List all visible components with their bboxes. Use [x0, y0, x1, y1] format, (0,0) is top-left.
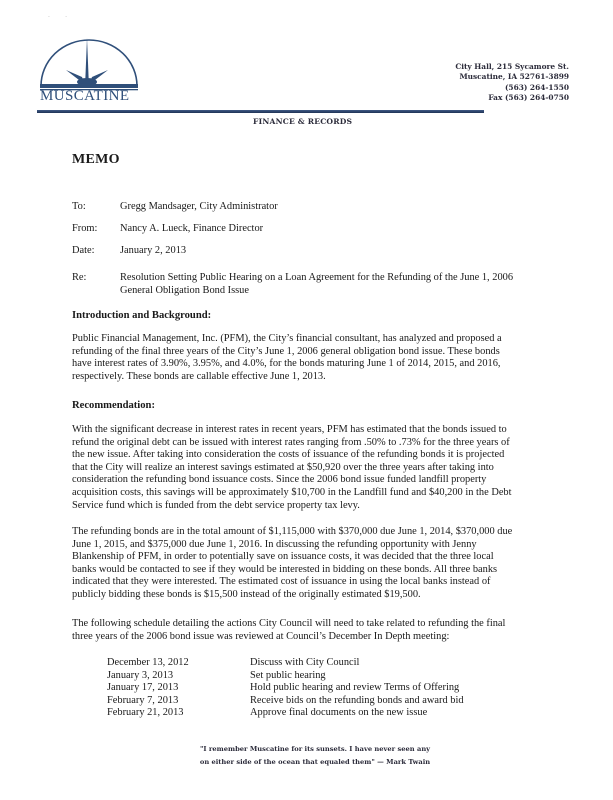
to-label: To:	[72, 201, 86, 212]
contact-block	[455, 62, 569, 103]
scan-artifact: · ·	[48, 14, 68, 21]
schedule-date: February 7, 2013	[107, 694, 179, 706]
schedule-date: January 3, 2013	[107, 669, 174, 681]
contact-phone: (563) 264-1550	[504, 82, 569, 92]
schedule-intro-paragraph: The following schedule detailing the actions City Council will need to take related to refunding the final three years of the 2006 bond issue was reviewed at Council’s December In Depth meeting:	[72, 618, 506, 642]
schedule-row	[107, 682, 464, 695]
to-value: Gregg Mandsager, City Administrator	[120, 201, 278, 212]
subject-label: Re:	[72, 272, 87, 283]
schedule-action: Discuss with City Council	[250, 657, 360, 668]
date-label: Date:	[72, 245, 95, 256]
schedule-date: December 13, 2012	[107, 657, 189, 668]
from-label: From:	[72, 223, 98, 234]
schedule-date: January 17, 2013	[107, 682, 179, 694]
contact-city: Muscatine, IA 52761-3899	[459, 72, 569, 82]
date-value: January 2, 2013	[120, 245, 187, 256]
schedule-date: February 21, 2013	[107, 707, 184, 719]
schedule-row	[107, 657, 464, 670]
schedule-row	[107, 670, 464, 683]
intro-heading: Introduction and Background:	[72, 310, 212, 321]
department-name: FINANCE & RECORDS	[253, 117, 353, 126]
contact-fax: Fax (563) 264-0750	[488, 92, 569, 102]
header-divider	[37, 110, 484, 113]
schedule-action: Receive bids on the refunding bonds and award bid	[250, 694, 464, 706]
intro-paragraph: Public Financial Management, Inc. (PFM), the City’s financial consultant, has analyzed and proposed a refunding of the final three years of the City’s June 1, 2006 general obligation bond issue. These bonds have interest rates of 3.90%, 3.95%, and 4.0%, for the bonds maturing June 1 of 2014, 2015, and 2016, respectively. These bonds are callable effective June 1, 2013.	[72, 333, 502, 382]
memo-title: MEMO	[72, 152, 120, 167]
footer-quote: "I remember Muscatine for its sunsets. I have never seen any on either side of the ocean that equaled them" — Mark Twain	[199, 745, 431, 766]
refunding-paragraph: The refunding bonds are in the total amount of $1,115,000 with $370,000 due June 1, 2014, $370,000 due June 1, 2015, and $375,000 due June 1, 2016. In discussing the refunding opportunity with Jenny Blankenship of PFM, in order to potentially save on issuance costs, it was decided that the three local banks would be contacted to see if they would be interested in bidding on these bonds. All three banks indicated that they were interested. The estimated cost of issuance in using the local banks instead of publicly bidding these bonds is $15,500 instead of the originally estimated $19,500.	[72, 526, 513, 600]
subject-value: Resolution Setting Public Hearing on a Loan Agreement for the Refunding of the June 1, 2006 General Obligation Bond Issue	[120, 272, 514, 296]
schedule-row	[107, 707, 464, 720]
logo-wordmark: MUSCATINE	[40, 88, 130, 104]
schedule-action: Set public hearing	[250, 669, 326, 681]
recommendation-heading: Recommendation:	[72, 400, 155, 411]
schedule-action: Approve final documents on the new issue	[250, 707, 428, 719]
schedule-action: Hold public hearing and review Terms of Offering	[250, 682, 460, 694]
contact-address: City Hall, 215 Sycamore St.	[455, 62, 569, 71]
schedule-row	[107, 695, 464, 708]
recommendation-paragraph: With the significant decrease in interest rates in recent years, PFM has estimated that the bonds issued to refund the original debt can be issued with interest rates ranging from .50% to .73% for the three years of the new issue. After taking into consideration the costs of issuance of the refunding bonds it is projected that the City will realize an interest savings estimated at $50,920 over the three years after taking into consideration the refunding bond issuance costs. Since the 2006 bond issue funded landfill property acquisition costs, this savings will be approximately $10,700 in the Landfill fund and $40,200 in the Debt Service fund which is funded from the debt service property tax levy.	[72, 424, 512, 511]
schedule-table	[107, 657, 464, 720]
from-value: Nancy A. Lueck, Finance Director	[120, 223, 264, 234]
